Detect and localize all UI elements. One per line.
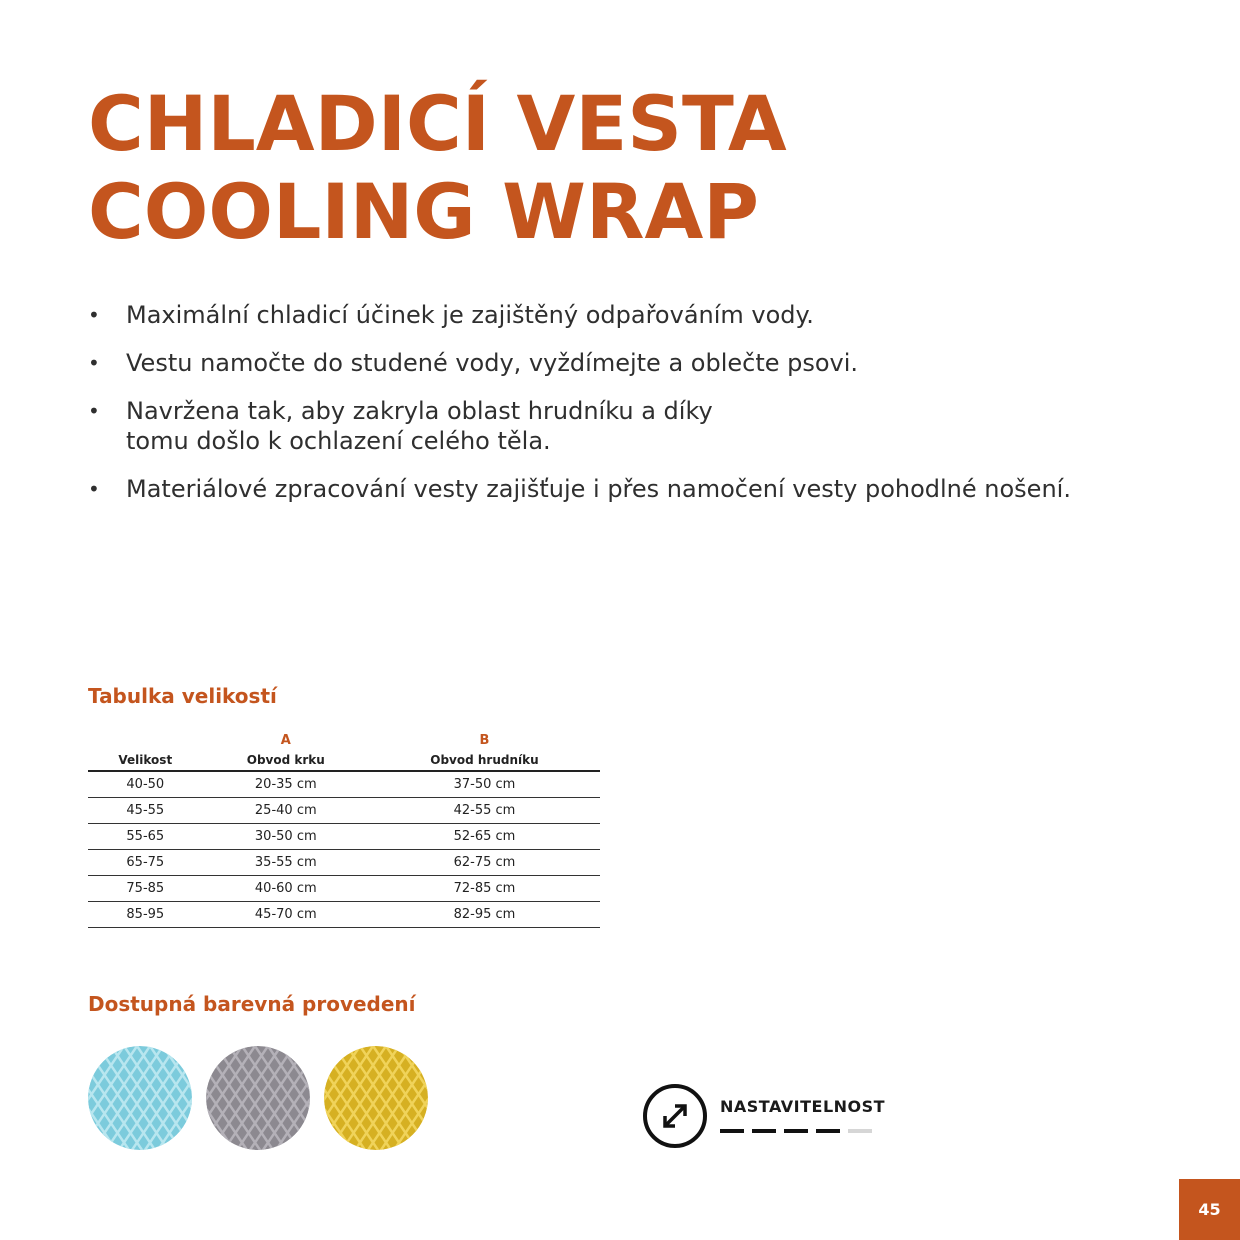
table-row bbox=[88, 850, 600, 876]
feature-list bbox=[88, 300, 1148, 522]
table-cell: 85-95 bbox=[88, 902, 203, 928]
table-cell: 45-55 bbox=[88, 798, 203, 824]
feature-item: • Maximální chladicí účinek je zajištěný odpařováním vody. bbox=[88, 301, 814, 329]
column-letter: A bbox=[280, 732, 291, 748]
color-swatch-blue bbox=[88, 1046, 192, 1150]
adjustability-scale bbox=[720, 1129, 872, 1133]
table-cell: 55-65 bbox=[88, 824, 203, 850]
colors-title: Dostupná barevná provedení bbox=[88, 992, 416, 1016]
bullet-icon: • bbox=[88, 477, 100, 501]
page-title bbox=[88, 80, 787, 256]
table-cell: 45-70 cm bbox=[203, 902, 369, 928]
table-cell: 42-55 cm bbox=[369, 798, 600, 824]
table-cell: 52-65 cm bbox=[369, 824, 600, 850]
feature-item: • Vestu namočte do studené vody, vyždímejte a oblečte psovi. bbox=[88, 349, 859, 377]
scale-segment bbox=[848, 1129, 872, 1133]
table-cell: 75-85 bbox=[88, 876, 203, 902]
table-cell: 72-85 cm bbox=[369, 876, 600, 902]
table-cell: 30-50 cm bbox=[203, 824, 369, 850]
table-row bbox=[88, 798, 600, 824]
table-cell: 37-50 cm bbox=[369, 771, 600, 798]
table-cell: 65-75 bbox=[88, 850, 203, 876]
feature-item: • Materiálové zpracování vesty zajišťuje i přes namočení vesty pohodlné nošení. bbox=[88, 475, 1071, 503]
scale-segment bbox=[720, 1129, 744, 1133]
column-header: Obvod hrudníku bbox=[369, 750, 600, 771]
adjustability-indicator bbox=[642, 1083, 886, 1153]
title-line-1: CHLADICÍ VESTA bbox=[88, 79, 787, 168]
table-row bbox=[88, 902, 600, 928]
table-cell: 40-60 cm bbox=[203, 876, 369, 902]
table-cell: 25-40 cm bbox=[203, 798, 369, 824]
adjustability-label: NASTAVITELNOST bbox=[720, 1097, 886, 1116]
table-cell: 35-55 cm bbox=[203, 850, 369, 876]
bullet-icon: • bbox=[88, 351, 100, 375]
color-swatch-yellow bbox=[324, 1046, 428, 1150]
bullet-icon: • bbox=[88, 399, 100, 423]
color-swatch-grey bbox=[206, 1046, 310, 1150]
column-letter bbox=[88, 730, 203, 750]
table-cell: 62-75 cm bbox=[369, 850, 600, 876]
column-letter: B bbox=[479, 732, 490, 748]
color-swatches bbox=[88, 1046, 428, 1150]
table-row bbox=[88, 876, 600, 902]
page-number: 45 bbox=[1179, 1179, 1240, 1240]
table-cell: 82-95 cm bbox=[369, 902, 600, 928]
feature-item: • Navržena tak, aby zakryla oblast hrudníku a díky tomu došlo k ochlazení celého těla. bbox=[88, 397, 713, 455]
table-row bbox=[88, 771, 600, 798]
column-header: Velikost bbox=[88, 750, 203, 771]
table-cell: 20-35 cm bbox=[203, 771, 369, 798]
scale-segment bbox=[752, 1129, 776, 1133]
scale-segment bbox=[816, 1129, 840, 1133]
column-header: Obvod krku bbox=[203, 750, 369, 771]
scale-segment bbox=[784, 1129, 808, 1133]
size-table-title: Tabulka velikostí bbox=[88, 684, 277, 708]
table-cell: 40-50 bbox=[88, 771, 203, 798]
size-table bbox=[88, 730, 600, 928]
table-row bbox=[88, 824, 600, 850]
resize-arrows-icon bbox=[642, 1083, 708, 1149]
title-line-2: COOLING WRAP bbox=[88, 167, 760, 256]
bullet-icon: • bbox=[88, 303, 100, 327]
